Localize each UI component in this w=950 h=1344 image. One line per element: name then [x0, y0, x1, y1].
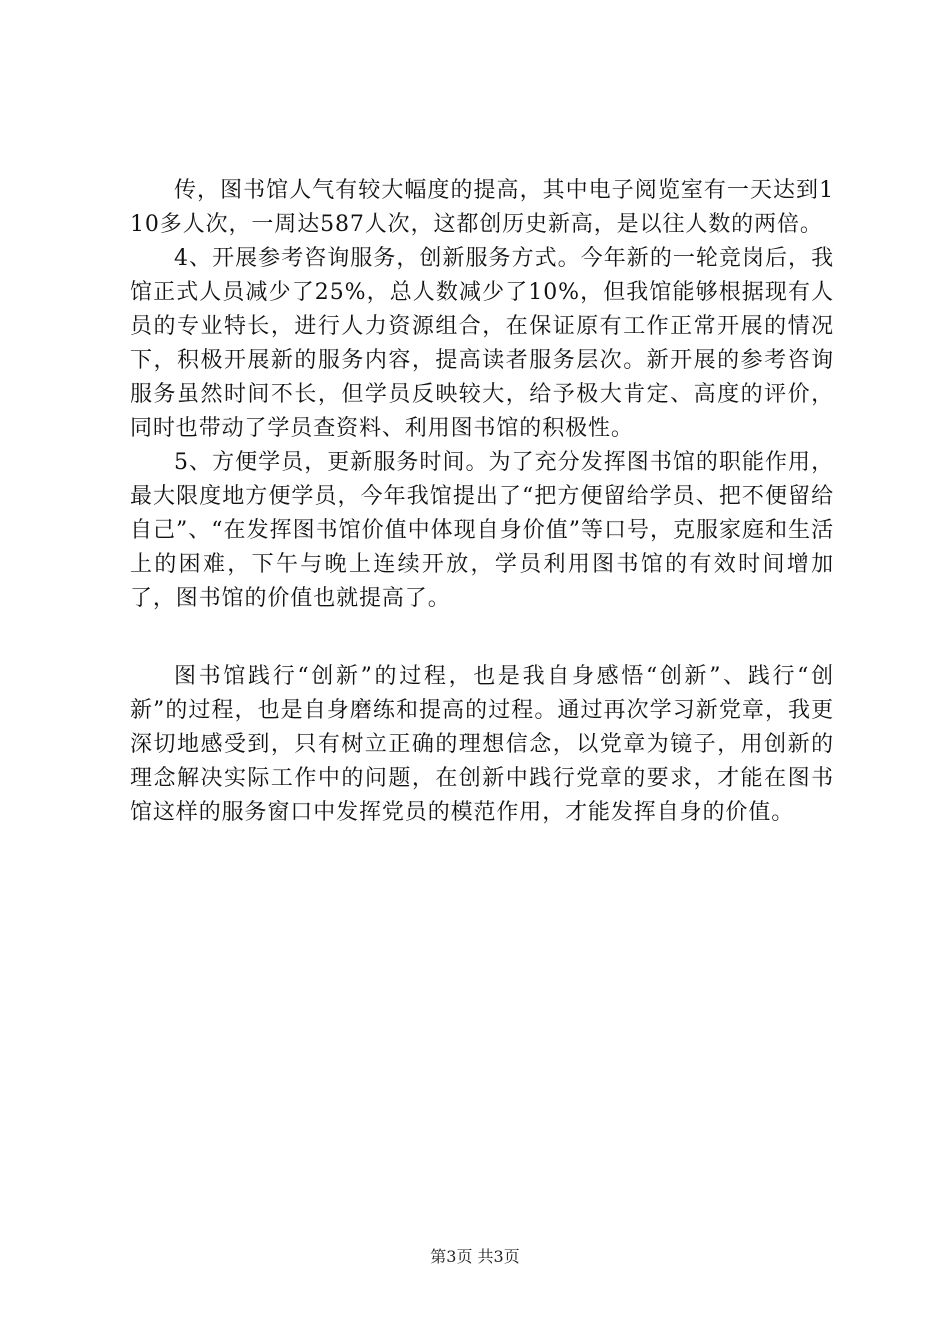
paragraph-conclusion: 图书馆践行“创新”的过程，也是我自身感悟“创新”、践行“创新”的过程，也是自身磨练和提高的过程。通过再次学习新党章，我更深切地感受到，只有树立正确的理想信念，以党章为镜子，用创新的理念解决实际工作中的问题，在创新中践行党章的要求，才能在图书馆这样的服务窗口中发挥党员的模范作用，才能发挥自身的价值。	[130, 664, 834, 825]
paragraph-item-5: 5、方便学员，更新服务时间。为了充分发挥图书馆的职能作用，最大限度地方便学员，今年我馆提出了“把方便留给学员、把不便留给自己”、“在发挥图书馆价值中体现自身价值”等口号，克服家庭和生活上的困难，下午与晚上连续开放，学员利用图书馆的有效时间增加了，图书馆的价值也就提高了。	[130, 450, 834, 611]
paragraph-item-4: 4、开展参考咨询服务，创新服务方式。今年新的一轮竞岗后，我馆正式人员减少了25%，总人数减少了10%，但我馆能够根据现有人员的专业特长，进行人力资源组合，在保证原有工作正常开展的情况下，积极开展新的服务内容，提高读者服务层次。新开展的参考咨询服务虽然时间不长，但学员反映较大，给予极大肯定、高度的评价，同时也带动了学员查资料、利用图书馆的积极性。	[130, 246, 834, 441]
paragraph-continuation: 传，图书馆人气有较大幅度的提高，其中电子阅览室有一天达到110多人次，一周达587人次，这都创历史新高，是以往人数的两倍。	[130, 178, 834, 237]
page-footer: 第3页 共3页	[430, 1247, 520, 1266]
document-body	[130, 174, 834, 830]
